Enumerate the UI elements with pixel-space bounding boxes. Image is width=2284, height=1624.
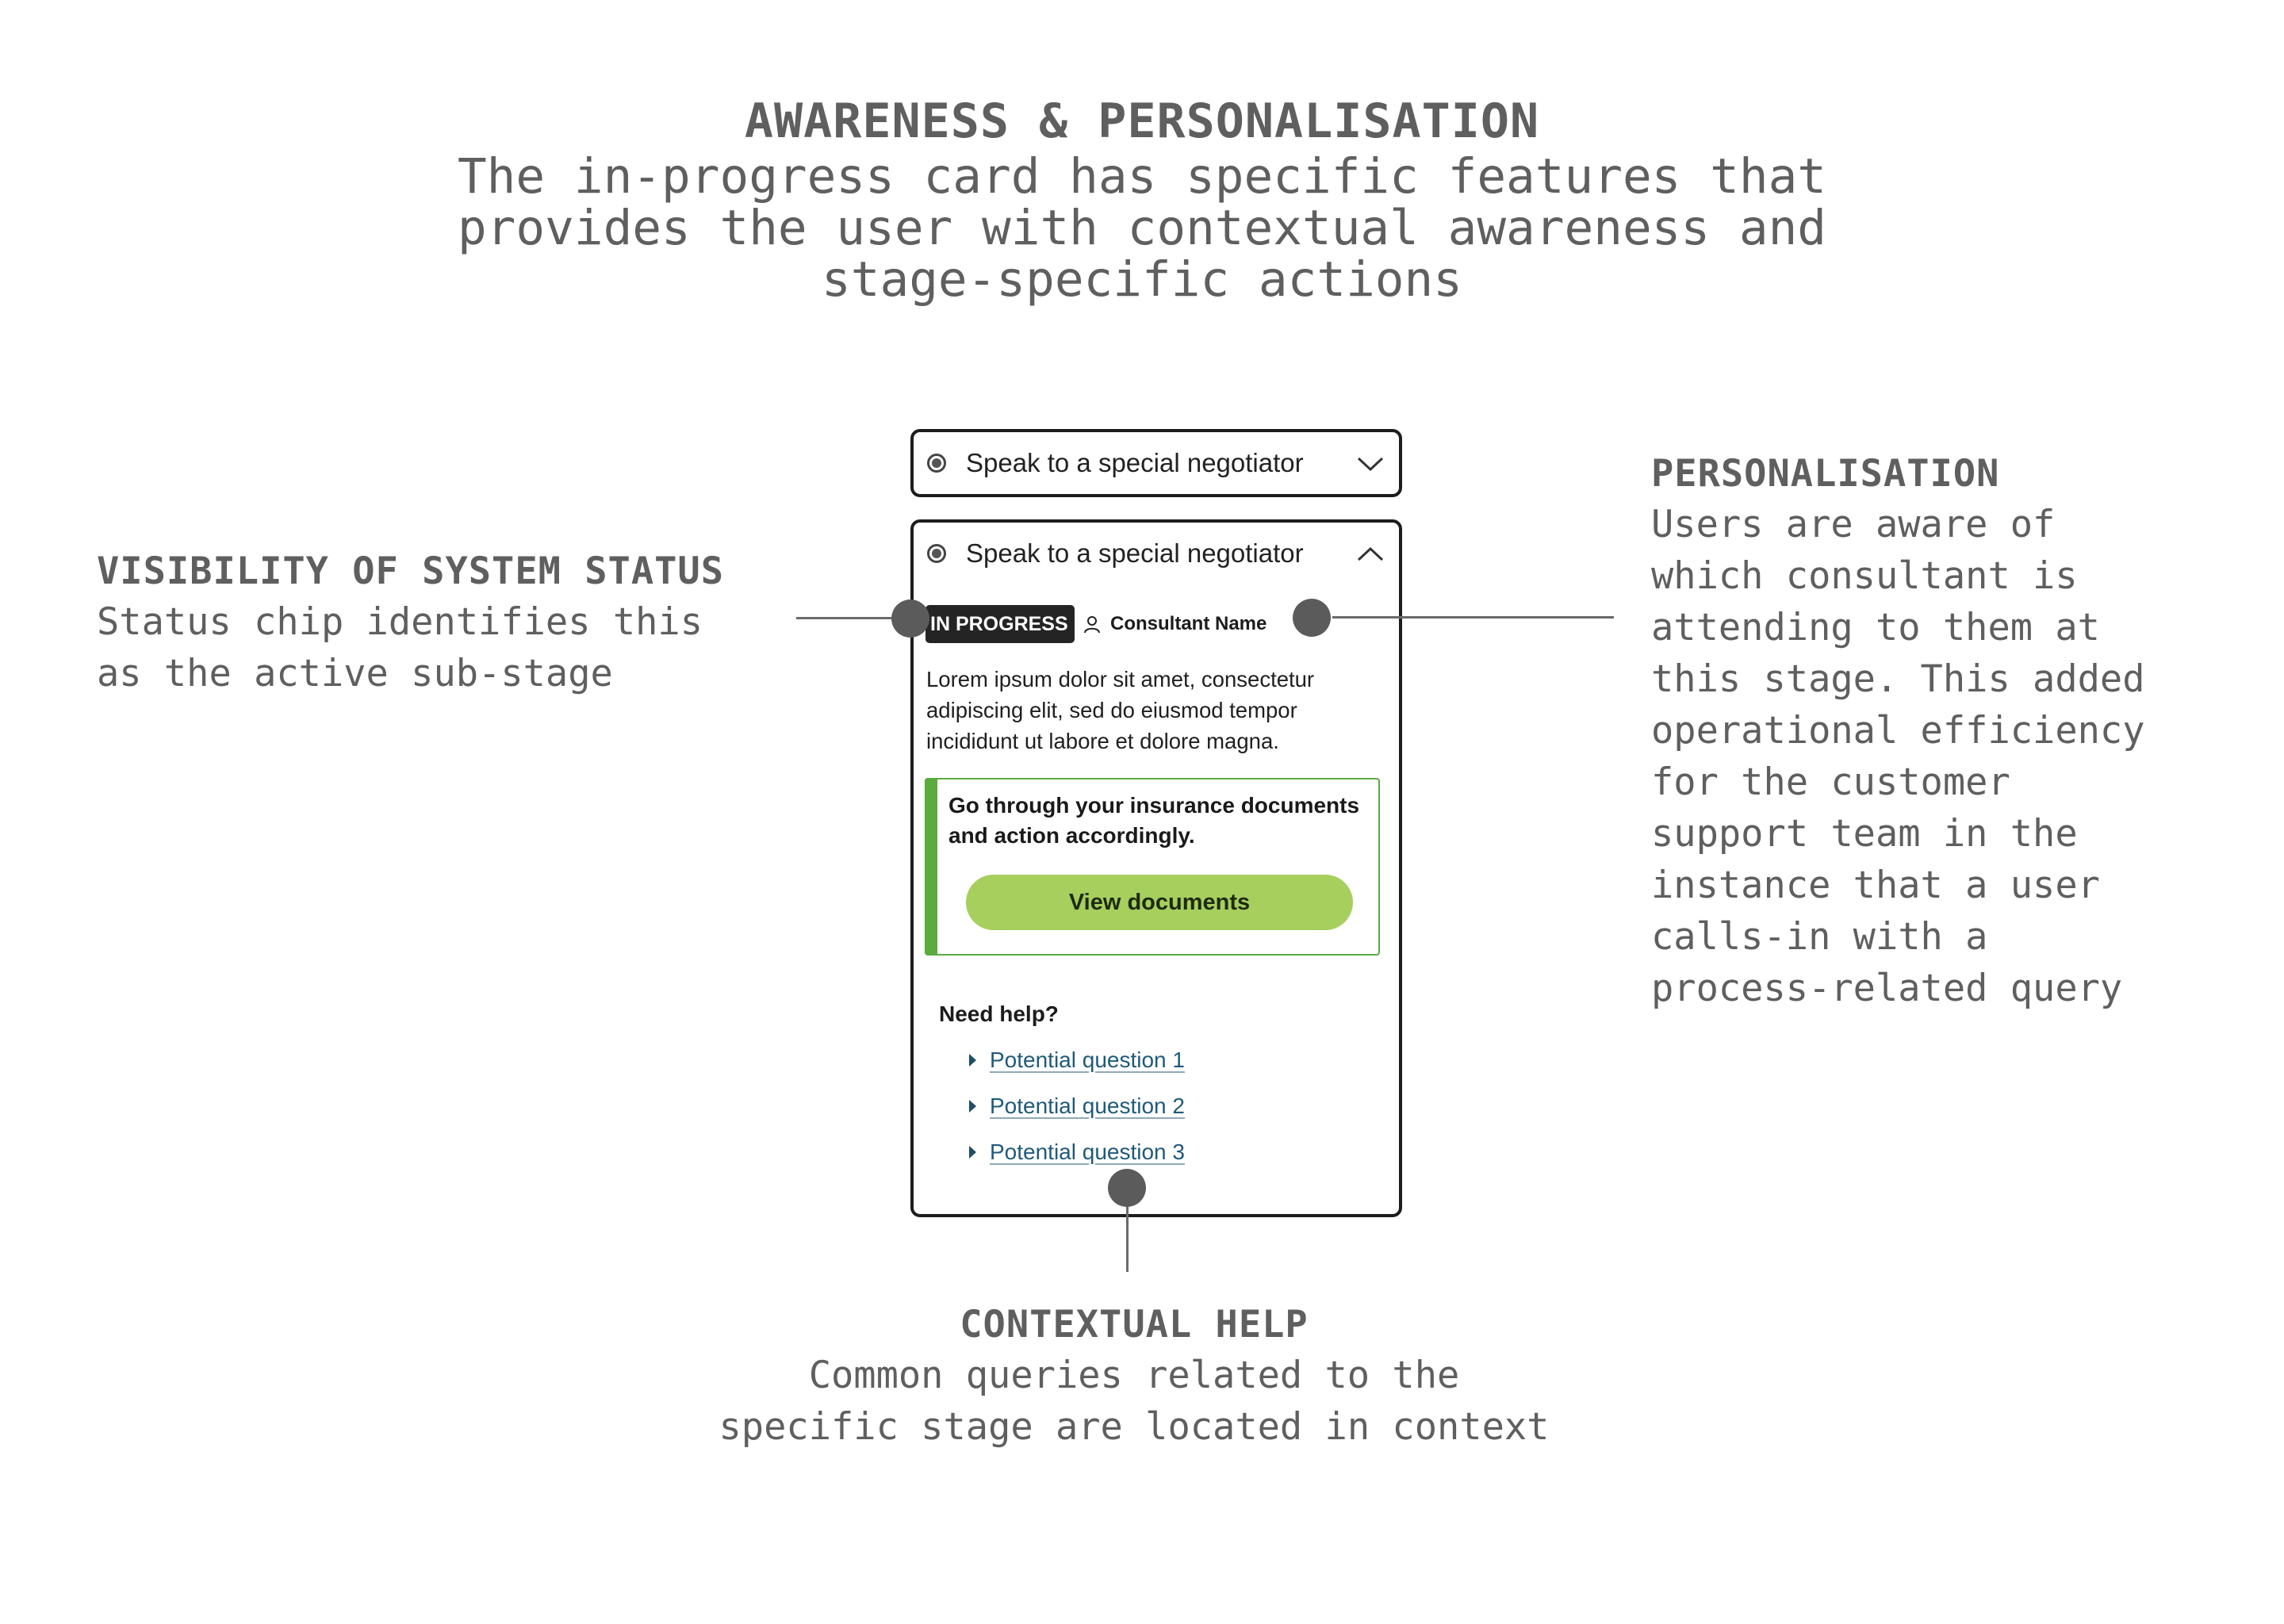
- header: [0, 94, 2284, 308]
- caret-right-icon: [969, 1100, 976, 1113]
- annotation-line: support team in the: [1651, 812, 2078, 856]
- help-question-link[interactable]: Potential question 3: [990, 1139, 1185, 1164]
- view-documents-button[interactable]: View documents: [966, 875, 1353, 930]
- annotation-line: operational efficiency: [1651, 709, 2145, 753]
- help-heading: Need help?: [939, 1002, 1059, 1026]
- person-icon: [1083, 615, 1101, 634]
- radio-indicator-icon: [927, 454, 946, 473]
- card-description: Lorem ipsum dolor sit amet, consectetur adipiscing elit, sed do eiusmod tempor incididunt ut labore et dolore magna.: [926, 667, 1315, 753]
- chevron-up-icon[interactable]: [1356, 546, 1385, 563]
- subtitle-line: The in-progress card has specific features that: [457, 148, 1827, 205]
- page-subtitle: [0, 148, 2284, 308]
- annotation-line: for the customer: [1651, 760, 2010, 804]
- annotation-line: Status chip identifies this: [97, 600, 703, 644]
- radio-indicator-icon: [927, 544, 946, 563]
- action-callout: [925, 778, 1380, 956]
- annotation-title: PERSONALISATION: [1651, 452, 2000, 496]
- connector-line-help: [1126, 1207, 1129, 1272]
- help-question-link[interactable]: Potential question 2: [990, 1094, 1185, 1118]
- annotation-line: Common queries related to the: [808, 1354, 1460, 1397]
- card-title: Speak to a special negotiator: [966, 448, 1304, 477]
- annotation-line: calls-in with a: [1651, 915, 1988, 959]
- stage-card-collapsed[interactable]: [910, 429, 1402, 497]
- connector-dot-visibility: [891, 599, 929, 638]
- connector-dot-help: [1108, 1169, 1146, 1207]
- annotation-line: attending to them at: [1651, 606, 2100, 649]
- chevron-down-icon[interactable]: [1356, 455, 1385, 473]
- page-title: AWARENESS & PERSONALISATION: [744, 94, 1540, 149]
- card-title: Speak to a special negotiator: [966, 538, 1304, 568]
- annotation-line: specific stage are located in context: [719, 1405, 1550, 1449]
- caret-right-icon: [969, 1146, 976, 1159]
- annotation-personalisation: [1651, 450, 2270, 1014]
- connector-dot-personalisation: [1293, 599, 1331, 637]
- subtitle-line: provides the user with contextual awareness and: [457, 200, 1827, 256]
- annotation-line: this stage. This added: [1651, 657, 2145, 701]
- annotation-line: as the active sub-stage: [97, 652, 613, 695]
- annotation-line: instance that a user: [1651, 864, 2100, 907]
- annotation-title: CONTEXTUAL HELP: [960, 1303, 1309, 1346]
- help-question-link[interactable]: Potential question 1: [990, 1048, 1185, 1072]
- caret-right-icon: [969, 1054, 976, 1067]
- annotation-contextual-help: [492, 1300, 1776, 1453]
- connector-line-personalisation: [1332, 616, 1614, 619]
- annotation-line: which consultant is: [1651, 554, 2078, 598]
- action-text: Go through your insurance documents and action accordingly.: [948, 793, 1360, 848]
- annotation-visibility: [97, 547, 811, 699]
- annotation-line: Users are aware of: [1651, 503, 2056, 546]
- status-badge: IN PROGRESS: [925, 605, 1075, 643]
- annotation-line: process-related query: [1651, 967, 2123, 1010]
- subtitle-line: stage-specific actions: [822, 251, 1462, 308]
- consultant-name: Consultant Name: [1110, 613, 1267, 634]
- annotation-title: VISIBILITY OF SYSTEM STATUS: [97, 550, 725, 593]
